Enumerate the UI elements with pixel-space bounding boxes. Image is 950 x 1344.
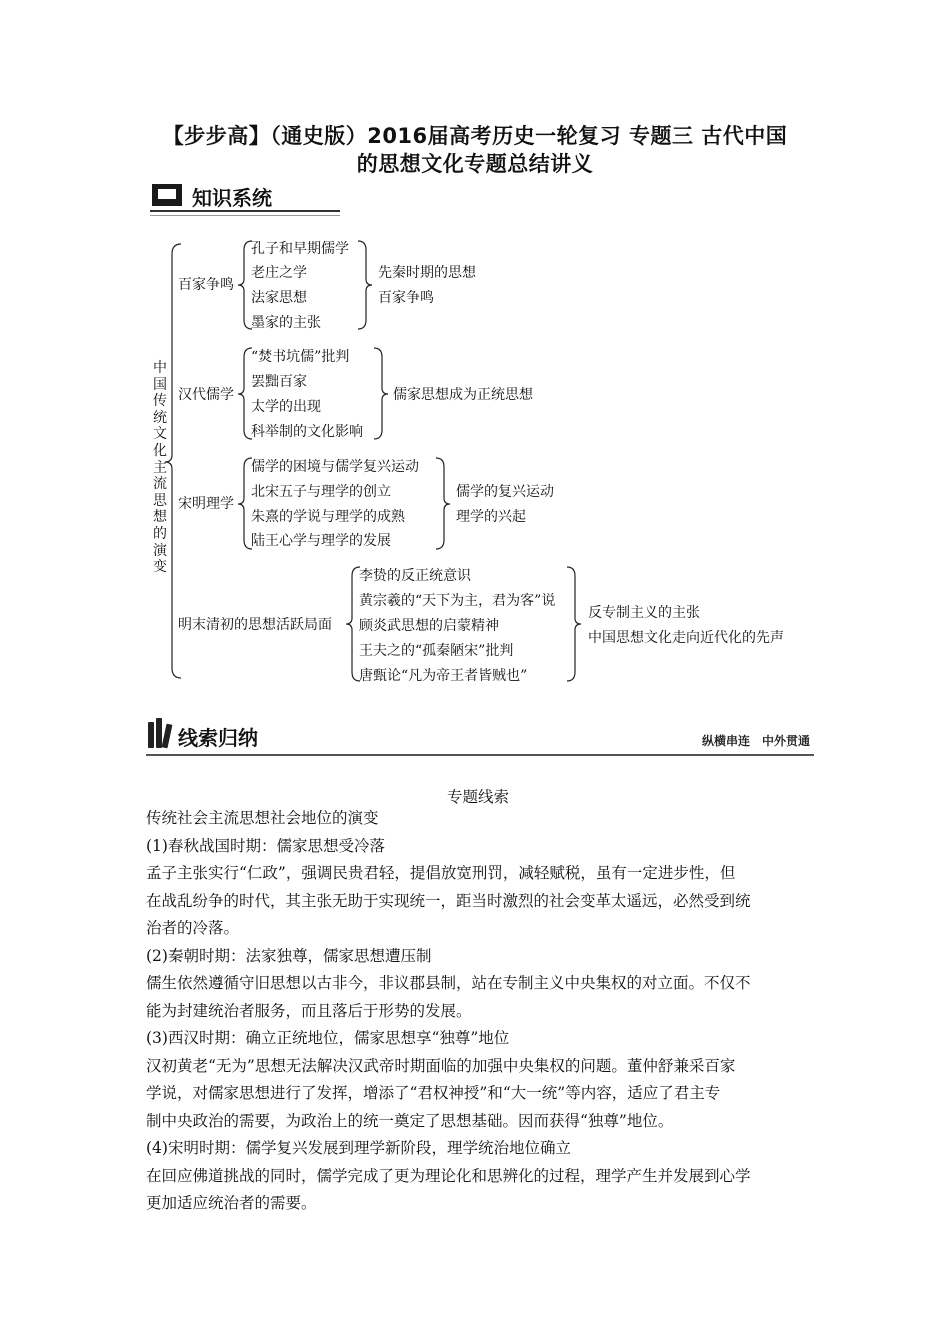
group-item: 唐甄论“凡为帝王者皆贼也” <box>359 668 528 684</box>
paragraph-line: 治者的冷落。 <box>146 919 240 937</box>
group-item: 罢黜百家 <box>251 374 307 390</box>
books-icon <box>148 718 172 748</box>
group-item: 朱熹的学说与理学的成熟 <box>251 509 405 525</box>
paragraph-line: (3)西汉时期：确立正统地位，儒家思想享“独尊”地位 <box>146 1029 510 1047</box>
group-item: 儒学的困境与儒学复兴运动 <box>251 459 419 475</box>
group-item: 顾炎武思想的启蒙精神 <box>359 618 499 634</box>
group-item: 科举制的文化影响 <box>251 424 363 440</box>
paragraph-line: (1)春秋战国时期：儒家思想受冷落 <box>146 836 385 855</box>
group-item: 李贽的反正统意识 <box>359 568 471 584</box>
content-heading: 专题线索 <box>446 788 509 806</box>
paragraph-line: 儒生依然遵循守旧思想以古非今，非议郡县制，站在专制主义中央集权的对立面。不仅不 <box>146 974 751 992</box>
paragraph-line: 在回应佛道挑战的同时，儒学完成了更为理论化和思辨化的过程，理学产生并发展到心学 <box>146 1166 751 1185</box>
group-name: 宋明理学 <box>178 496 234 512</box>
paragraph-line: 在战乱纷争的时代，其主张无助于实现统一，距当时激烈的社会变革太遥远，必然受到统 <box>146 891 751 910</box>
title-line-2: 的思想文化专题总结讲义 <box>356 152 594 176</box>
group-name: 汉代儒学 <box>178 387 234 403</box>
content-body <box>146 805 810 1218</box>
group-item: 黄宗羲的“天下为主，君为客”说 <box>359 593 556 609</box>
paragraph-line: 学说，对儒家思想进行了发挥，增添了“君权神授”和“大一统”等内容，适应了君主专 <box>146 1084 721 1102</box>
paragraph-line: 制中央政治的需要，为政治上的统一奠定了思想基础。因而获得“独尊”地位。 <box>146 1111 674 1130</box>
group-item: 老庄之学 <box>251 265 307 281</box>
group-item: 太学的出现 <box>251 399 321 415</box>
group-name: 百家争鸣 <box>178 277 234 293</box>
group-item: 孔子和早期儒学 <box>251 241 349 257</box>
group-item: 陆王心学与理学的发展 <box>251 533 391 549</box>
paragraph-line: 更加适应统治者的需要。 <box>146 1194 317 1212</box>
group-item: 王夫之的“孤秦陋宋”批判 <box>359 643 514 659</box>
tree-root-label: 中 国 传 统 文 化 主 流 思 想 的 演 变 <box>153 360 167 576</box>
section-header-clues <box>146 718 814 750</box>
group-result: 百家争鸣 <box>378 290 434 306</box>
paragraph-line: 能为封建统治者服务，而且落后于形势的发展。 <box>146 1001 472 1020</box>
paragraph-line: (2)秦朝时期：法家独尊，儒家思想遭压制 <box>146 946 432 965</box>
group-name: 明末清初的思想活跃局面 <box>178 617 332 633</box>
group-item: 北宋五子与理学的创立 <box>251 484 391 500</box>
section-subtitle: 纵横串连 中外贯通 <box>701 734 810 748</box>
paragraph-line: 传统社会主流思想社会地位的演变 <box>146 809 379 827</box>
paragraph-line: (4)宋明时期：儒学复兴发展到理学新阶段，理学统治地位确立 <box>146 1139 571 1157</box>
paragraph-line: 孟子主张实行“仁政”，强调民贵君轻，提倡放宽刑罚，减轻赋税，虽有一定进步性，但 <box>146 864 736 882</box>
group-result: 反专制主义的主张 <box>588 605 700 621</box>
group-result: 中国思想文化走向近代化的先声 <box>588 630 784 646</box>
section-label: 知识系统 <box>192 186 272 210</box>
group-item: 法家思想 <box>251 290 307 306</box>
section-label: 线索归纳 <box>178 726 258 750</box>
title-line-1: 【步步高】（通史版）2016届高考历史一轮复习 专题三 古代中国 <box>162 124 788 148</box>
group-result: 儒家思想成为正统思想 <box>393 387 533 403</box>
group-item: 墨家的主张 <box>251 315 321 331</box>
group-item: “焚书坑儒”批判 <box>251 349 350 365</box>
group-result: 先秦时期的思想 <box>378 265 476 281</box>
group-result: 理学的兴起 <box>456 509 526 525</box>
paragraph-line: 汉初黄老“无为”思想无法解决汉武帝时期面临的加强中央集权的问题。董仲舒兼采百家 <box>146 1056 736 1075</box>
group-result: 儒学的复兴运动 <box>456 484 554 500</box>
